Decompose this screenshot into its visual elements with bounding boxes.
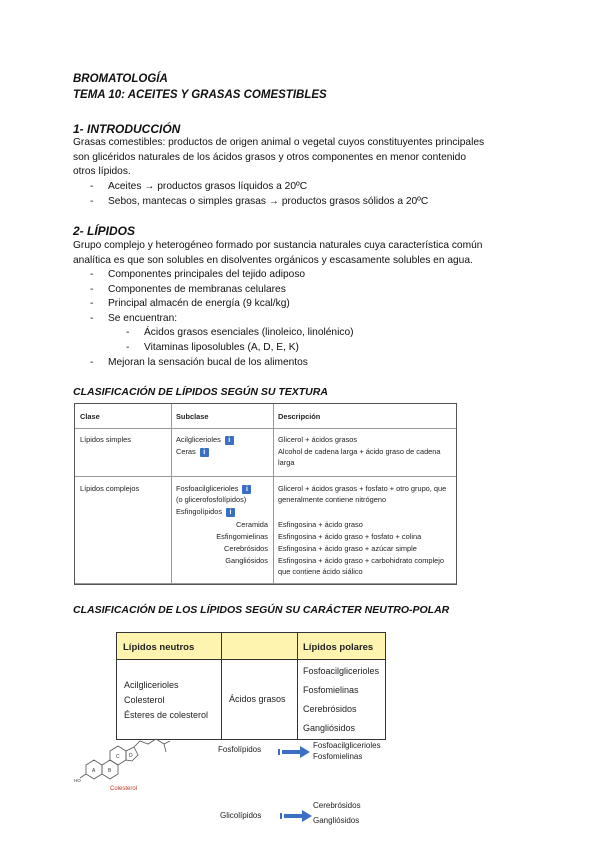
- table-cell: Gangliósidos: [303, 723, 356, 733]
- bullet-list: [90, 180, 428, 209]
- table-cell: Ácidos grasos: [229, 694, 286, 704]
- table-cell: Glicerol + ácidos grasos + fosfato + otro grupo, que: [278, 484, 447, 493]
- info-icon[interactable]: i: [225, 436, 234, 445]
- table-cell: Gangliósidos: [225, 556, 268, 565]
- section-heading-lipidos: 2- LÍPIDOS: [73, 224, 136, 238]
- ring-label: D: [129, 753, 133, 759]
- section-paragraph: [73, 239, 533, 268]
- ring-label: B: [108, 768, 112, 774]
- table-cell: Esfingosina + ácido graso: [278, 520, 363, 529]
- table-cell: Alcohol de cadena larga + ácido graso de cadena: [278, 447, 441, 456]
- table-header: Descripción: [278, 412, 321, 421]
- table-cell: Cerebrósidos: [224, 544, 268, 553]
- list-item: - Aceites → productos grasos líquidos a 20ºC: [90, 180, 428, 195]
- table-cell: Colesterol: [124, 695, 165, 705]
- table-cell: Cerebrósidos: [303, 704, 357, 714]
- table-caption-textura: CLASIFICACIÓN DE LÍPIDOS SEGÚN SU TEXTURA: [73, 386, 328, 398]
- target-item: Cerebrósidos: [313, 801, 361, 810]
- glicolipidos-targets: [313, 800, 361, 826]
- list-item: - Mejoran la sensación bucal de los alimentos: [90, 356, 354, 371]
- info-icon[interactable]: i: [226, 508, 235, 517]
- ring-label: A: [92, 768, 96, 774]
- lipid-polarity-table: [116, 632, 386, 740]
- table-cell: Lípidos simples: [80, 435, 131, 444]
- doc-subtitle: TEMA 10: ACEITES Y GRASAS COMESTIBLES: [73, 89, 327, 101]
- table-cell: Esfingosina + ácido graso + azúcar simple: [278, 544, 417, 553]
- bullet-list: [90, 268, 354, 370]
- list-item: - Sebos, mantecas o simples grasas → productos grasos sólidos a 20ºC: [90, 195, 428, 210]
- doc-title: BROMATOLOGÍA: [73, 73, 168, 85]
- table-cell: Ceras i: [176, 447, 209, 458]
- table-cell: Acilglicerioles i: [176, 435, 234, 446]
- list-sub-item: - Ácidos grasos esenciales (linoleico, linolénico): [90, 326, 354, 341]
- section-paragraph: [73, 136, 533, 180]
- paragraph-line: Grupo complejo y heterogéneo formado por sustancia naturales cuya característica común: [73, 240, 483, 251]
- table-cell: Ésteres de colesterol: [124, 710, 209, 720]
- fosfolipidos-targets: [313, 740, 381, 762]
- lipid-texture-table: [74, 403, 457, 585]
- target-item: Fosfomielinas: [313, 752, 363, 761]
- table-cell: Esfingolípidos i: [176, 507, 235, 518]
- arrow-right-icon: [278, 746, 310, 758]
- table-header: Lípidos polares: [303, 642, 374, 653]
- list-item: - Se encuentran:: [90, 312, 354, 327]
- paragraph-line: analítica es que son solubles en disolventes orgánicos y escasamente solubles en agua.: [73, 254, 473, 266]
- table-cell: Glicerol + ácidos grasos: [278, 435, 358, 444]
- table-cell: Fosfomielinas: [303, 685, 359, 695]
- table-header: Clase: [80, 412, 100, 421]
- table-cell: Ceramida: [235, 520, 268, 529]
- table-cell: Esfingosina + ácido graso + carbohidrato complejo: [278, 556, 444, 565]
- cholesterol-structure-image: [74, 735, 194, 795]
- paragraph-line: Grasas comestibles: productos de origen animal o vegetal cuyos constituyentes principales: [73, 137, 485, 148]
- list-item: - Principal almacén de energía (9 kcal/kg): [90, 297, 354, 312]
- table-cell: Esfingosina + ácido graso + fosfato + colina: [278, 532, 422, 541]
- ring-label: C: [116, 754, 120, 760]
- list-item: - Componentes principales del tejido adiposo: [90, 268, 354, 283]
- glicolipidos-label: Glicolípidos: [220, 811, 262, 820]
- table-header: Subclase: [176, 412, 209, 421]
- list-sub-item: - Vitaminas liposolubles (A, D, E, K): [90, 341, 354, 356]
- table-cell: Acilglicerioles: [124, 680, 179, 690]
- table-cell: Esfingomielinas: [216, 532, 268, 541]
- molecule-label: Colesterol: [110, 786, 138, 792]
- table-cell: Lípidos complejos: [80, 484, 140, 493]
- table-cell: generalmente contiene nitrógeno: [278, 495, 387, 504]
- info-icon[interactable]: i: [200, 448, 209, 457]
- fosfolipidos-label: Fosfolípidos: [218, 745, 262, 754]
- list-item: - Componentes de membranas celulares: [90, 283, 354, 298]
- arrow-right-icon: [280, 810, 312, 822]
- section-heading-introduccion: 1- INTRODUCCIÓN: [73, 122, 181, 136]
- paragraph-line: son glicéridos naturales de los ácidos grasos y otros componentes en menor contenido: [73, 151, 467, 163]
- paragraph-line: otros lípidos.: [73, 166, 131, 178]
- table-caption-neutro-polar: CLASIFICACIÓN DE LOS LÍPIDOS SEGÚN SU CARÁCTER NEUTRO-POLAR: [73, 604, 450, 616]
- target-item: Gangliósidos: [313, 816, 360, 825]
- table-cell: (o glicerofosfolípidos): [176, 495, 247, 504]
- table-cell: Fosfoacilglicerioles i: [176, 484, 251, 495]
- target-item: Fosfoacilglicerioles: [313, 741, 381, 750]
- info-icon[interactable]: i: [242, 485, 251, 494]
- table-cell: larga: [278, 458, 295, 467]
- ho-label: HO: [74, 778, 81, 783]
- table-cell: que contiene ácido siálico: [278, 567, 363, 576]
- table-header: Lípidos neutros: [123, 642, 195, 653]
- table-cell: Fosfoacilglicerioles: [303, 666, 380, 676]
